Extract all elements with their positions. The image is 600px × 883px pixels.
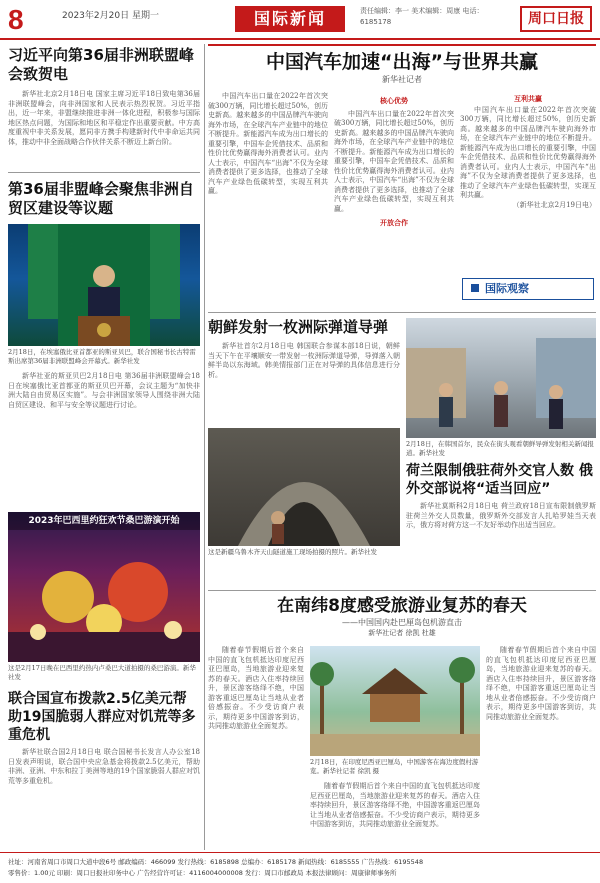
street-scene (406, 318, 596, 438)
article-cars-col1 (208, 92, 328, 306)
article-nl (406, 462, 596, 498)
article-cars (208, 50, 596, 85)
bali-caption: 2月18日，在印度尼西亚巴厘岛，中国游客在海边度假村游览。新华社记者 徐凯 摄 (310, 758, 479, 775)
column-divider (204, 44, 205, 850)
headline: 第36届非盟峰会聚焦非洲自贸区建设等议题 (8, 180, 194, 217)
body-text: 新华社联合国2月18日电 联合国秘书长发言人办公室18日发表声明说，联合国中央应急基金将拨款2.5亿美元，帮助非洲、亚洲、中东和拉丁美洲等地的19个国家脆弱人群应对饥荒等多重危机。 (8, 748, 200, 785)
divider (8, 172, 200, 173)
carnival-caption: 这是2月17日晚在巴西里约热内卢桑巴大道拍摄的桑巴游演。新华社发 (8, 664, 196, 681)
tunnel-caption: 这是新疆乌鲁木齐天山隧道施工现场拍摄的照片。新华社发 (208, 548, 377, 556)
issue-date: 2023年2月20日 星期一 (62, 11, 159, 21)
headline: 习近平向第36届非洲联盟峰会致贺电 (8, 46, 194, 83)
article-travel (208, 596, 596, 638)
summit-photo (8, 224, 200, 346)
headline: 中国汽车加速“出海”与世界共赢 (266, 51, 538, 73)
article-summit-body (8, 372, 200, 508)
street-photo (406, 318, 596, 438)
article-nl-body (406, 502, 596, 586)
page-header (0, 0, 600, 40)
divider (208, 312, 596, 313)
body-text: 新华社首尔2月18日电 韩国联合参谋本部18日说，朝鲜当天下午在平壤顺安一带发射一枚洲际弹道导弹，导弹落入朝鲜半岛以东海域。韩美情报部门正在对导弹的具体信息进行分析。 (208, 342, 400, 379)
article-cars-col3 (460, 92, 596, 268)
headline: 荷兰限制俄驻荷外交官人数 俄外交部说将“适当回应” (406, 463, 593, 497)
editor-credits: 责任编辑：李一 美术编辑：周康 电话：6185178 (360, 7, 484, 26)
footer-line-2: 零售价：1.00元 印刷：周口日报社印务中心 广告经营许可证：4116004000008 发行：周口市邮政局 本报法律顾问：周康律师事务所 (8, 869, 397, 877)
headline: 朝鲜发射一枚洲际弹道导弹 (208, 318, 389, 336)
article-dprk-body (208, 342, 400, 424)
article-travel-col3 (486, 646, 596, 848)
carnival-photo-title: 2023年巴西里约狂欢节桑巴游演开始 (8, 512, 200, 530)
article-xi (8, 46, 200, 84)
article-un (8, 690, 200, 744)
article-un-body (8, 748, 200, 848)
footer-line-1: 社址：河南省周口市周口大道中段6号 邮政编码：466099 发行热线：6185898 总编办：6185178 新闻热线：6185555 广告热线：6195548 (8, 858, 424, 866)
bali-scene (310, 646, 480, 756)
page-footer (0, 852, 600, 883)
section-title: 国际新闻 (235, 6, 345, 32)
body-text: 中国汽车出口量在2022年首次突破300万辆，同比增长超过50%，创历史新高。越来越多的中国品牌汽车驶向海外市场，在全球汽车产业链中的地位不断提升。新能源汽车成为出口增长的重要引擎，中国车企凭借技术、品质和性价比优势赢得海外消费者认可。业内人士表示，中国汽车“出海”不仅为全球消费者提供了更多选择，也推动了全球汽车产业绿色低碳转型，实现互利共赢。 (460, 105, 596, 199)
summit-scene (8, 224, 200, 346)
article-summit (8, 180, 200, 218)
carnival-photo (8, 512, 200, 662)
article-travel-col2 (310, 782, 480, 848)
body-text: 随着春节假期后首个来自中国的直飞包机抵达印度尼西亚巴厘岛，当地旅游业迎来复苏的春天。酒店入住率持续回升，景区游客络绎不绝，中国游客重返巴厘岛让当地从业者倍感振奋。不少受访商户表示，期待更多中国游客到访，共同推动旅游业全面复苏。 (208, 646, 304, 730)
body-text: 随着春节假期后首个来自中国的直飞包机抵达印度尼西亚巴厘岛，当地旅游业迎来复苏的春天。酒店入住率持续回升，景区游客络绎不绝，中国游客重返巴厘岛让当地从业者倍感振奋。不少受访商户表示，期待更多中国游客到访，共同推动旅游业全面复苏。 (486, 646, 596, 721)
article-dprk (208, 318, 400, 337)
headline: 联合国宣布拨款2.5亿美元帮助19国脆弱人群应对饥荒等多重危机 (8, 691, 196, 743)
body-text: 中国汽车出口量在2022年首次突破300万辆，同比增长超过50%，创历史新高。越来越多的中国品牌汽车驶向海外市场，在全球汽车产业链中的地位不断提升。新能源汽车成为出口增长的重要引擎，中国车企凭借技术、品质和性价比优势赢得海外消费者认可。业内人士表示，中国汽车“出海”不仅为全球消费者提供了更多选择，也推动了全球汽车产业绿色低碳转型，实现互利共赢。 (208, 92, 328, 195)
byline: 新华社记者 (382, 75, 422, 84)
tunnel-scene (208, 428, 400, 546)
byline: 新华社记者 徐凯 杜雄 (368, 629, 436, 637)
street-caption: 2月18日，在韩国首尔，民众在街头观看朝鲜导弹发射相关新闻报道。新华社发 (406, 440, 594, 457)
square-icon (471, 284, 479, 292)
article-cars-col2 (334, 92, 454, 306)
carnival-scene (8, 512, 200, 662)
bali-photo (310, 646, 480, 756)
divider (208, 590, 596, 591)
body-text: 新华社北京2月18日电 国家主席习近平18日致电第36届非洲联盟峰会，向非洲国家和人民表示热烈祝贺。习近平指出，近一年来，非盟继续推进非洲一体化进程，积极参与国际地区热点问题，为国际和地区和平稳定作出重要贡献。中方高度重视中非关系发展，愿同非方携手构建新时代中非命运共同体，推动中非全面战略合作伙伴关系不断迈上新台阶。 (8, 90, 200, 146)
subhead: 互利共赢 (514, 94, 542, 103)
subhead: 核心优势 (380, 96, 408, 105)
masthead-logo: 周口日报 (520, 6, 592, 32)
summit-caption: 2月18日，在埃塞俄比亚首都亚的斯亚贝巴，联合国秘书长古特雷斯出席第36届非洲联盟峰会开幕式。新华社发 (8, 348, 196, 365)
tunnel-photo (208, 428, 400, 546)
page-number: 8 (8, 4, 24, 35)
body-text: 新华社亚的斯亚贝巴2月18日电 第36届非洲联盟峰会18日在埃塞俄比亚首都亚的斯亚贝巴开幕，会议主题为“加快非洲大陆自由贸易区实施”。与会非洲国家领导人围绕非洲大陆自贸区建设、和平与安全等议题进行讨论。 (8, 372, 200, 409)
body-text: 新华社莫斯科2月18日电 荷兰政府18日宣布限制俄罗斯驻荷兰外交人员数量，俄罗斯外交部发言人扎哈罗娃当天表示，俄方将对荷方这一不友好举动作出适当回应。 (406, 502, 596, 529)
body-text: 随着春节假期后首个来自中国的直飞包机抵达印度尼西亚巴厘岛，当地旅游业迎来复苏的春天。酒店入住率持续回升，景区游客络绎不绝，中国游客重返巴厘岛让当地从业者倍感振奋。不少受访商户表示，期待更多中国游客到访，共同推动旅游业全面复苏。 (310, 782, 480, 828)
subhead: 开放合作 (380, 218, 408, 227)
dateline: （新华社北京2月19日电） (512, 200, 596, 209)
headline: 在南纬8度感受旅游业复苏的春天 (277, 596, 527, 616)
column-tag (462, 278, 594, 300)
accent-bar (208, 44, 596, 46)
subtitle: ——中国国内赴巴厘岛包机游直击 (342, 618, 462, 627)
body-text: 中国汽车出口量在2022年首次突破300万辆，同比增长超过50%，创历史新高。越来越多的中国品牌汽车驶向海外市场，在全球汽车产业链中的地位不断提升。新能源汽车成为出口增长的重要引擎，中国车企凭借技术、品质和性价比优势赢得海外消费者认可。业内人士表示，中国汽车“出海”不仅为全球消费者提供了更多选择，也推动了全球汽车产业绿色低碳转型，实现互利共赢。 (334, 109, 454, 213)
article-xi-body (8, 90, 200, 168)
article-travel-col1 (208, 646, 304, 848)
column-tag-label: 国际观察 (485, 282, 529, 295)
